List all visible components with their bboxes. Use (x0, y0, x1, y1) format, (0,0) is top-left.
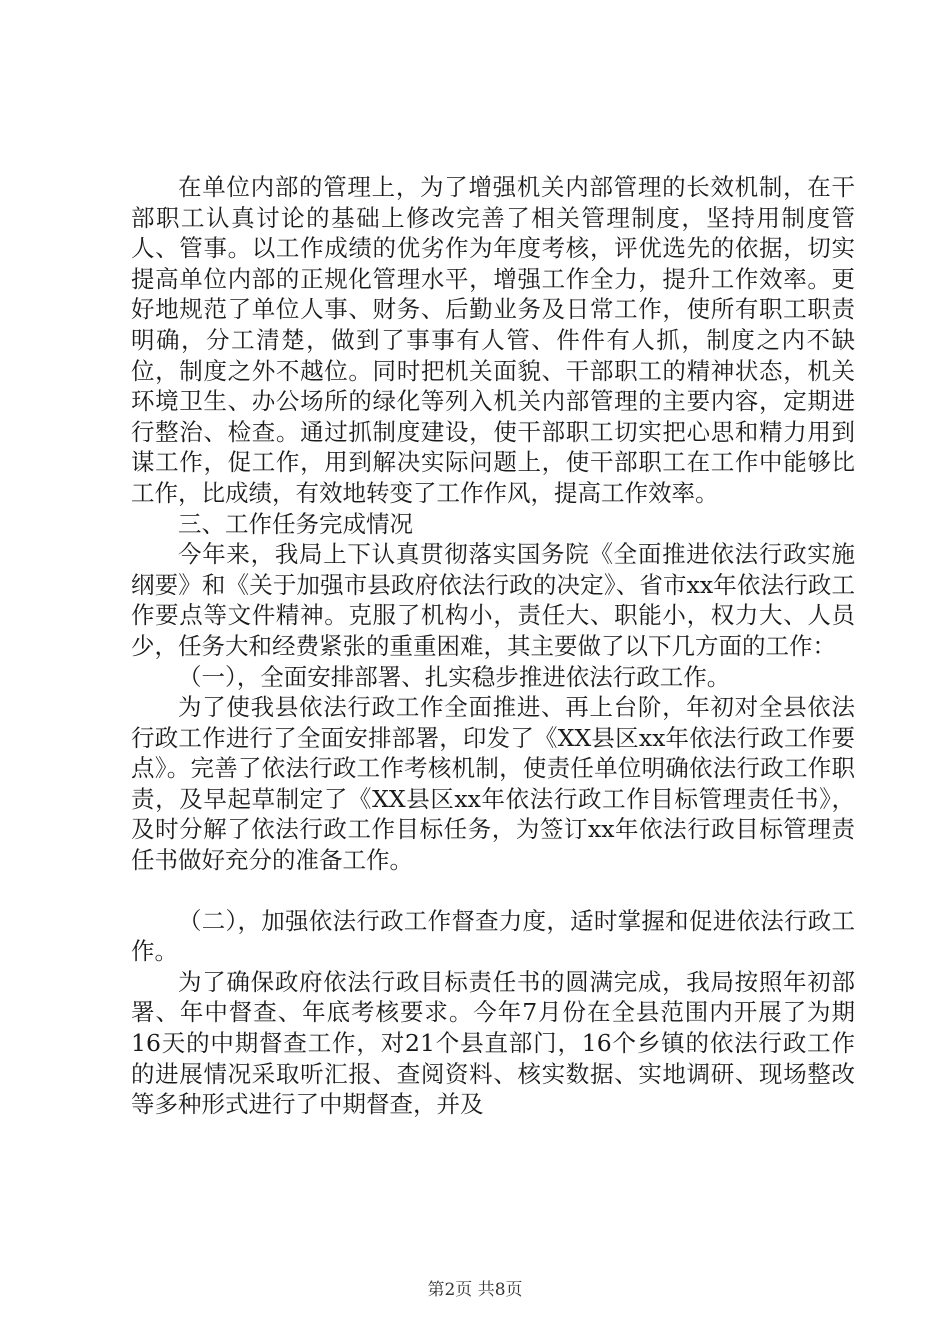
document-body (131, 172, 855, 1120)
page-number-footer: 第2页 共8页 (427, 1280, 523, 1300)
paragraph-deployment: 为了使我县依法行政工作全面推进、再上台阶，年初对全县依法行政工作进行了全面安排部署，印发了《XX县区xx年依法行政工作要点》。完善了依法行政工作考核机制，使责任单位明确依法行政工作职责，及早起草制定了《XX县区xx年依法行政工作目标管理责任书》，及时分解了依法行政工作目标任务，为签订xx年依法行政目标管理责任书做好充分的准备工作。 (131, 693, 855, 875)
paragraph-this-year: 今年来，我局上下认真贯彻落实国务院《全面推进依法行政实施纲要》和《关于加强市县政府依法行政的决定》、省市xx年依法行政工作要点等文件精神。克服了机构小，责任大、职能小，权力大、人员少，任务大和经费紧张的重重困难，其主要做了以下几方面的工作： (131, 540, 855, 660)
section-heading-task-completion: 三、工作任务完成情况 (178, 509, 413, 538)
paragraph-internal-management: 在单位内部的管理上，为了增强机关内部管理的长效机制，在干部职工认真讨论的基础上修改完善了相关管理制度，坚持用制度管人、管事。以工作成绩的优劣作为年度考核，评优选先的依据，切实提高单位内部的正规化管理水平，增强工作全力，提升工作效率。更好地规范了单位人事、财务、后勤业务及日常工作，使所有职工职责明确，分工清楚，做到了事事有人管、件件有人抓，制度之内不缺位，制度之外不越位。同时把机关面貌、干部职工的精神状态，机关环境卫生、办公场所的绿化等列入机关内部管理的主要内容，定期进行整治、检查。通过抓制度建设，使干部职工切实把心思和精力用到谋工作，促工作，用到解决实际问题上，使干部职工在工作中能够比工作，比成绩，有效地转变了工作作风，提高工作效率。 (131, 173, 855, 507)
paragraph-supervision: 为了确保政府依法行政目标责任书的圆满完成，我局按照年初部署、年中督查、年底考核要求。今年7月份在全县范围内开展了为期16天的中期督查工作，对21个县直部门，16个乡镇的依法行政工作的进展情况采取听汇报、查阅资料、核实数据、实地调研、现场整改等多种形式进行了中期督查，并及 (131, 967, 855, 1119)
subheading-two: （二），加强依法行政工作督查力度，适时掌握和促进依法行政工作。 (131, 906, 855, 966)
subheading-one: （一），全面安排部署、扎实稳步推进依法行政工作。 (178, 662, 731, 691)
